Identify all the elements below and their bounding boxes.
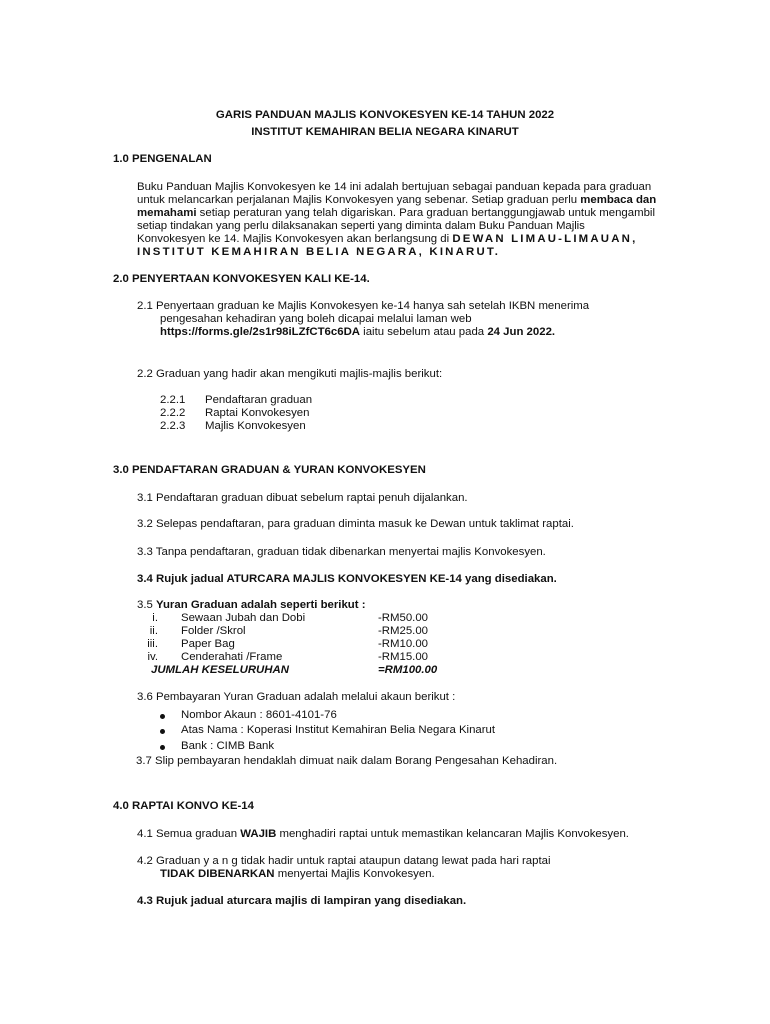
- s3-item7: 3.7 Slip pembayaran hendaklah dimuat naik dalam Borang Pengesahan Kehadiran.: [136, 755, 558, 767]
- s2-sub-num-1: 2.2.1: [160, 394, 186, 406]
- fee-label-3: Paper Bag: [181, 638, 235, 650]
- fee-amount-1: -RM50.00: [378, 612, 429, 624]
- s2-item1-line3: [160, 326, 555, 340]
- s1-line3-text: setiap peraturan yang telah digariskan. Para graduan bertanggungjawab untuk mengambil: [196, 207, 655, 219]
- s2-item1-line2: pengesahan kehadiran yang boleh dicapai melalui laman web: [160, 313, 472, 325]
- s1-line5: [137, 233, 637, 247]
- doc-title-line2: INSTITUT KEMAHIRAN BELIA NEGARA KINARUT: [251, 126, 519, 138]
- fee-num-4: iv.: [147, 651, 158, 663]
- s2-item1-date: 24 Jun 2022.: [487, 326, 556, 338]
- s3-item3: 3.3 Tanpa pendaftaran, graduan tidak dibenarkan menyertai majlis Konvokesyen.: [137, 546, 546, 558]
- s4-item2-bold: TIDAK DIBENARKAN: [160, 868, 275, 880]
- s1-line3-bold: memahami: [137, 207, 197, 219]
- bank-account-name: Atas Nama : Koperasi Institut Kemahiran Belia Negara Kinarut: [181, 724, 496, 736]
- bullet-icon: [160, 729, 165, 734]
- section-1-heading: 1.0 PENGENALAN: [113, 153, 212, 165]
- fee-total-amount: =RM100.00: [378, 664, 438, 676]
- s1-line6: INSTITUT KEMAHIRAN BELIA NEGARA, KINARUT.: [137, 246, 501, 258]
- bullet-icon: [160, 714, 165, 719]
- s2-sub-label-2: Raptai Konvokesyen: [205, 407, 310, 419]
- fee-num-1: i.: [152, 612, 158, 624]
- s2-sub-num-2: 2.2.2: [160, 407, 186, 419]
- s4-item1-end: menghadiri raptai untuk memastikan kelancaran Majlis Konvokesyen.: [276, 828, 629, 840]
- s2-item1-line1: 2.1 Penyertaan graduan ke Majlis Konvokesyen ke-14 hanya sah setelah IKBN menerima: [137, 300, 590, 312]
- bullet-icon: [160, 745, 165, 750]
- s1-line2-bold: membaca dan: [580, 194, 657, 206]
- s1-line5-bold: DEWAN LIMAU-LIMAUAN,: [452, 233, 638, 245]
- section-3-heading: 3.0 PENDAFTARAN GRADUAN & YURAN KONVOKESYEN: [113, 464, 426, 476]
- fee-total-label: JUMLAH KESELURUHAN: [151, 664, 289, 676]
- s1-line3: [137, 207, 655, 221]
- fee-num-3: iii.: [147, 638, 158, 650]
- s4-item1: [137, 828, 629, 842]
- fee-label-1: Sewaan Jubah dan Dobi: [181, 612, 306, 624]
- fee-label-4: Cenderahati /Frame: [181, 651, 283, 663]
- s4-item2-end: menyertai Majlis Konvokesyen.: [274, 868, 435, 880]
- s2-sub-num-3: 2.2.3: [160, 420, 186, 432]
- fee-amount-4: -RM15.00: [378, 651, 429, 663]
- bank-account-number: Nombor Akaun : 8601-4101-76: [181, 709, 337, 721]
- fee-amount-3: -RM10.00: [378, 638, 429, 650]
- s4-item1-bold: WAJIB: [240, 828, 277, 840]
- fee-num-2: ii.: [149, 625, 158, 637]
- s2-sub-label-1: Pendaftaran graduan: [205, 394, 313, 406]
- s2-sub-label-3: Majlis Konvokesyen: [205, 420, 306, 432]
- registration-link[interactable]: https://forms.gle/2s1r98iLZfCT6c6DA: [160, 326, 361, 338]
- s1-line4: setiap tindakan yang perlu dilaksanakan seperti yang diminta dalam Buku Panduan Majlis: [137, 220, 585, 232]
- s4-item2-line2: [160, 868, 435, 882]
- doc-title-line1: GARIS PANDUAN MAJLIS KONVOKESYEN KE-14 TAHUN 2022: [215, 109, 555, 121]
- s1-line1: Buku Panduan Majlis Konvokesyen ke 14 ini adalah bertujuan sebagai panduan kepada para graduan: [137, 181, 652, 193]
- bank-name: Bank : CIMB Bank: [181, 740, 275, 752]
- section-2-heading: 2.0 PENYERTAAN KONVOKESYEN KALI KE-14.: [113, 273, 370, 285]
- fee-amount-2: -RM25.00: [378, 625, 429, 637]
- s3-item1: 3.1 Pendaftaran graduan dibuat sebelum raptai penuh dijalankan.: [137, 492, 468, 504]
- s4-item1-start: 4.1 Semua graduan: [137, 828, 241, 840]
- section-4-heading: 4.0 RAPTAI KONVO KE-14: [113, 800, 254, 812]
- s3-item2: 3.2 Selepas pendaftaran, para graduan diminta masuk ke Dewan untuk taklimat raptai.: [137, 518, 574, 530]
- s1-line2: [137, 194, 656, 208]
- s2-item1-mid: iaitu sebelum atau pada: [360, 326, 488, 338]
- s4-item3: 4.3 Rujuk jadual aturcara majlis di lampiran yang disediakan.: [137, 895, 467, 907]
- s3-item4: 3.4 Rujuk jadual ATURCARA MAJLIS KONVOKESYEN KE-14 yang disediakan.: [137, 573, 557, 585]
- s3-item5-title-text: Yuran Graduan adalah seperti berikut :: [156, 599, 366, 611]
- s3-item5-num: 3.5: [137, 599, 156, 611]
- s3-item5-title: [137, 599, 366, 613]
- s4-item2-line1: 4.2 Graduan y a n g tidak hadir untuk raptai ataupun datang lewat pada hari raptai: [137, 855, 551, 867]
- s3-item6: 3.6 Pembayaran Yuran Graduan adalah melalui akaun berikut :: [137, 691, 456, 703]
- s2-item2: 2.2 Graduan yang hadir akan mengikuti majlis-majlis berikut:: [137, 368, 443, 380]
- s1-line5-text: Konvokesyen ke 14. Majlis Konvokesyen akan berlangsung di: [137, 233, 453, 245]
- fee-label-2: Folder /Skrol: [181, 625, 246, 637]
- s1-line2-text: untuk melancarkan perjalanan Majlis Konvokesyen yang sebenar. Setiap graduan perlu: [137, 194, 581, 206]
